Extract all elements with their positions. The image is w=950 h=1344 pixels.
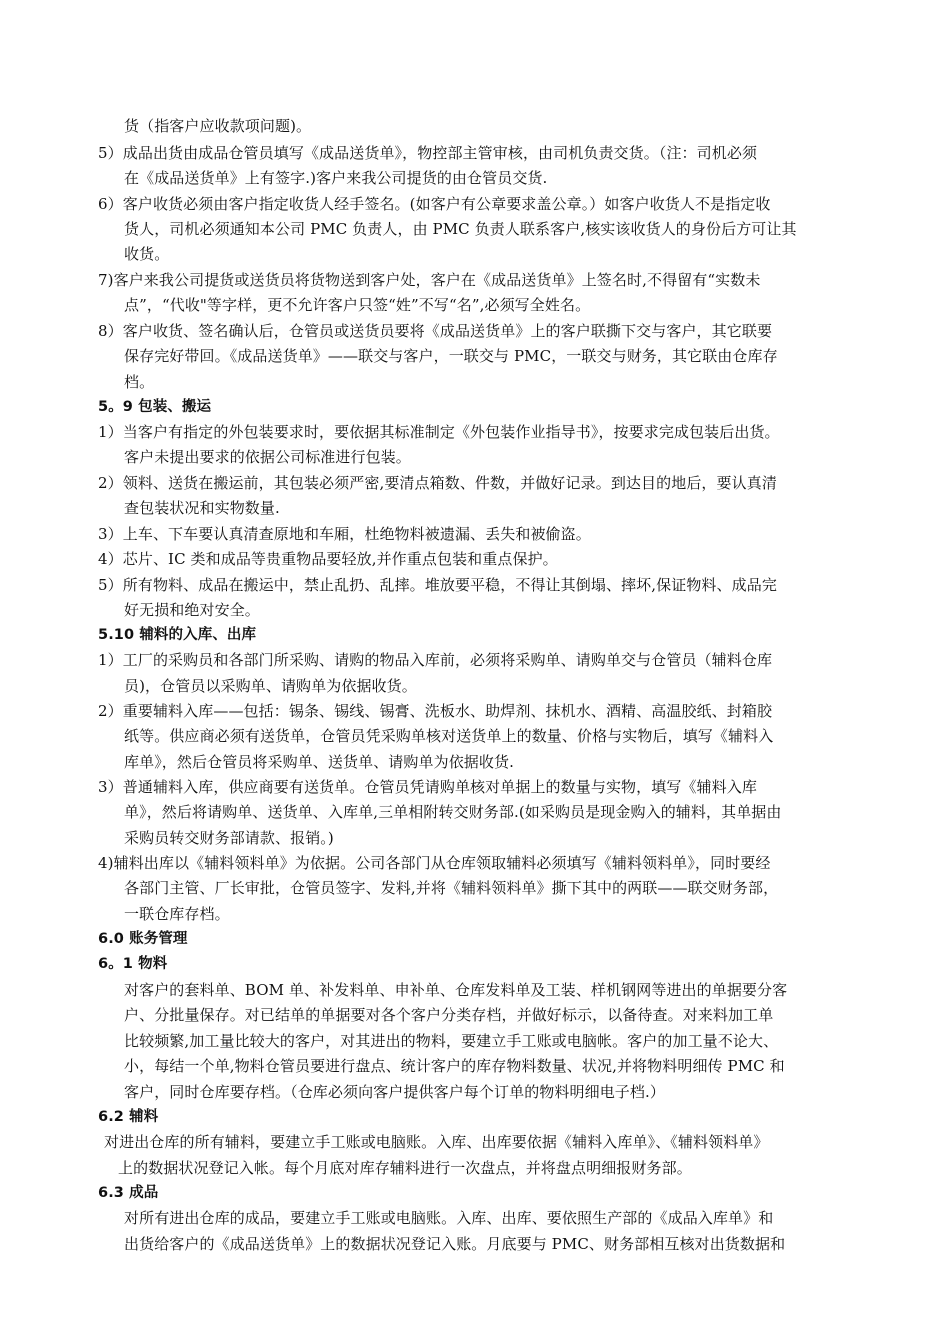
- text-line: 单》，然后将请购单、送货单、入库单,三单相附转交财务部.(如采购员是现金购入的辅料，其单据由: [124, 803, 782, 821]
- text-line: 收货。: [124, 245, 170, 263]
- list-item-5: 5）所有物料、成品在搬运中，禁止乱扔、乱摔。堆放要平稳，不得让其倒塌、摔坏,保证物料、成品完: [98, 576, 777, 594]
- section-heading: 6.0 账务管理: [98, 931, 188, 947]
- paragraph-line: 对客户的套料单、BOM 单、补发料单、申补单、仓库发料单及工装、样机钢网等进出的单据要分客: [124, 981, 788, 999]
- text-line: 货（指客户应收款项问题)。: [124, 117, 312, 135]
- subsection-heading: 6.3 成品: [98, 1185, 159, 1201]
- text-line: 员)，仓管员以采购单、请购单为依据收货。: [124, 677, 417, 695]
- text-line: 货人，司机必须通知本公司 PMC 负责人，由 PMC 负责人联系客户,核实该收货人的身份后方可让其: [124, 220, 797, 238]
- text-line: 好无损和绝对安全。: [124, 601, 260, 619]
- subsection-heading: 6.2 辅料: [98, 1109, 159, 1125]
- text-line: 纸等。供应商必须有送货单，仓管员凭采购单核对送货单上的数量、价格与实物后，填写《辅料入: [124, 727, 774, 745]
- text-line: 在《成品送货单》上有签字.)客户来我公司提货的由仓管员交货.: [124, 169, 548, 187]
- text-line: 客户未提出要求的依据公司标准进行包装。: [124, 448, 411, 466]
- list-item-3: 3）上车、下车要认真清查原地和车厢，杜绝物料被遗漏、丢失和被偷盗。: [98, 525, 591, 543]
- list-item-4: 4）芯片、IC 类和成品等贵重物品要轻放,并作重点包装和重点保护。: [98, 550, 558, 568]
- text-line: 保存完好带回。《成品送货单》——联交与客户，一联交与 PMC，一联交与财务，其它联由仓库存: [124, 347, 778, 365]
- list-item-5: 5）成品出货由成品仓管员填写《成品送货单》，物控部主管审核，由司机负责交货。（注：司机必须: [98, 144, 758, 162]
- paragraph-line: 上的数据状况登记入帐。每个月底对库存辅料进行一次盘点，并将盘点明细报财务部。: [118, 1159, 692, 1177]
- text-line: 采购员转交财务部请款、报销。): [124, 829, 334, 847]
- list-item-1: 1）当客户有指定的外包装要求时，要依据其标准制定《外包装作业指导书》，按要求完成包装后出货。: [98, 423, 780, 441]
- list-item-8: 8）客户收货、签名确认后，仓管员或送货员要将《成品送货单》上的客户联撕下交与客户，其它联要: [98, 322, 773, 340]
- paragraph-line: 出货给客户的《成品送货单》上的数据状况登记入账。月底要与 PMC、财务部相互核对出货数据和: [124, 1235, 786, 1253]
- list-item-3: 3）普通辅料入库，供应商要有送货单。仓管员凭请购单核对单据上的数量与实物，填写《辅料入库: [98, 778, 757, 796]
- list-item-2: 2）领料、送货在搬运前，其包装必须严密,要清点箱数、件数，并做好记录。到达目的地后，要认真清: [98, 474, 777, 492]
- section-heading: 5。9 包装、搬运: [98, 399, 212, 415]
- text-line: 点”，“代收"等字样，更不允许客户只签“姓”不写“名”,必须写全姓名。: [124, 296, 591, 314]
- text-line: 各部门主管、厂长审批，仓管员签字、发料,并将《辅料领料单》撕下其中的两联——联交财务部，: [124, 879, 779, 897]
- list-item-2: 2）重要辅料入库——包括：锡条、锡线、锡膏、洗板水、助焊剂、抹机水、酒精、高温胶纸、封箱胶: [98, 702, 773, 720]
- list-item-4: 4)辅料出库以《辅料领料单》为依据。公司各部门从仓库领取辅料必须填写《辅料领料单》，同时要经: [98, 854, 771, 872]
- list-item-6: 6）客户收货必须由客户指定收货人经手签名。(如客户有公章要求盖公章。）如客户收货人不是指定收: [98, 195, 771, 213]
- subsection-heading: 6。1 物料: [98, 956, 168, 972]
- paragraph-line: 对进出仓库的所有辅料，要建立手工账或电脑账。入库、出库要依据《辅料入库单》、《辅料领料单》: [104, 1133, 769, 1151]
- list-item-1: 1）工厂的采购员和各部门所采购、请购的物品入库前，必须将采购单、请购单交与仓管员（辅料仓库: [98, 651, 773, 669]
- text-line: 档。: [124, 373, 155, 391]
- paragraph-line: 对所有进出仓库的成品，要建立手工账或电脑账。入库、出库、要依照生产部的《成品入库单》和: [124, 1209, 774, 1227]
- list-item-7: 7)客户来我公司提货或送货员将货物送到客户处，客户在《成品送货单》上签名时,不得留有“实数未: [98, 271, 761, 289]
- paragraph-line: 户、分批量保存。对已结单的单据要对各个客户分类存档，并做好标示，以备待查。对来料加工单: [124, 1006, 774, 1024]
- paragraph-line: 客户，同时仓库要存档。（仓库必须向客户提供客户每个订单的物料明细电子档.）: [124, 1083, 665, 1101]
- text-line: 库单》，然后仓管员将采购单、送货单、请购单为依据收货.: [124, 753, 514, 771]
- paragraph-line: 小，每结一个单,物料仓管员要进行盘点、统计客户的库存物料数量、状况,并将物料明细传 PMC 和: [124, 1057, 785, 1075]
- text-line: 查包装状况和实物数量.: [124, 499, 280, 517]
- section-heading: 5.10 辅料的入库、出库: [98, 627, 257, 643]
- text-line: 一联仓库存档。: [124, 905, 230, 923]
- paragraph-line: 比较频繁,加工量比较大的客户，对其进出的物料，要建立手工账或电脑帐。客户的加工量不论大、: [124, 1032, 779, 1050]
